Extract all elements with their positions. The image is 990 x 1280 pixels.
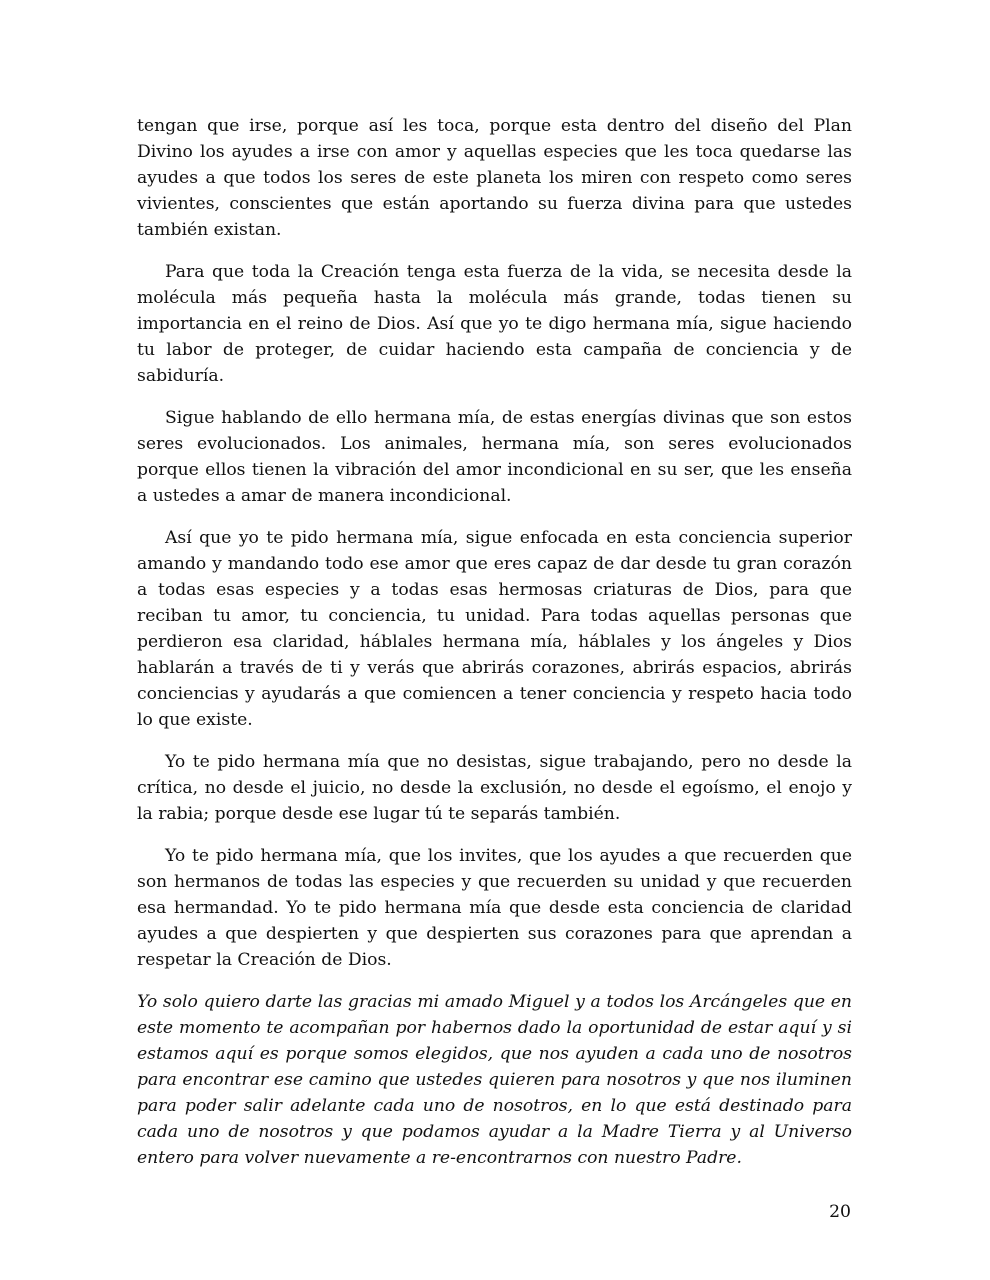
body-text: [137, 113, 852, 1187]
paragraph-4: Así que yo te pido hermana mía, sigue enfocada en esta conciencia superior amando y mandando todo ese amor que eres capaz de dar desde tu gran corazón a todas esas especies y a todas esas hermosas criaturas de Dios, para que reciban tu amor, tu conciencia, tu unidad. Para todas aquellas personas que perdieron esa claridad, háblales hermana mía, háblales y los ángeles y Dios hablarán a través de ti y verás que abrirás corazones, abrirás espacios, abrirás conciencias y ayudarás a que comiencen a tener conciencia y respeto hacia todo lo que existe.: [137, 528, 852, 730]
page-number: 20: [829, 1202, 851, 1222]
paragraph-1: tengan que irse, porque así les toca, porque esta dentro del diseño del Plan Divino los ayudes a irse con amor y aquellas especies que les toca quedarse las ayudes a que todos los seres de este planeta los miren con respeto como seres vivientes, conscientes que están aportando su fuerza divina para que ustedes también existan.: [137, 116, 852, 240]
paragraph-5: Yo te pido hermana mía que no desistas, sigue trabajando, pero no desde la crítica, no desde el juicio, no desde la exclusión, no desde el egoísmo, el enojo y la rabia; porque desde ese lugar tú te separás también.: [137, 752, 852, 824]
paragraph-3: Sigue hablando de ello hermana mía, de estas energías divinas que son estos seres evolucionados. Los animales, hermana mía, son seres evolucionados porque ellos tienen la vibración del amor incondicional en su ser, que les enseña a ustedes a amar de manera incondicional.: [137, 408, 852, 506]
paragraph-2: Para que toda la Creación tenga esta fuerza de la vida, se necesita desde la molécula más pequeña hasta la molécula más grande, todas tienen su importancia en el reino de Dios. Así que yo te digo hermana mía, sigue haciendo tu labor de proteger, de cuidar haciendo esta campaña de conciencia y de sabiduría.: [137, 262, 852, 386]
paragraph-7-italic-prayer: Yo solo quiero darte las gracias mi amado Miguel y a todos los Arcángeles que en este momento te acompañan por habernos dado la oportunidad de estar aquí y si estamos aquí es porque somos elegidos, que nos ayuden a cada uno de nosotros para encontrar ese camino que ustedes quieren para nosotros y que nos iluminen para poder salir adelante cada uno de nosotros, en lo que está destinado para cada uno de nosotros y que podamos ayudar a la Madre Tierra y al Universo entero para volver nuevamente a re-encontrarnos con nuestro Padre.: [137, 992, 852, 1168]
paragraph-6: Yo te pido hermana mía, que los invites, que los ayudes a que recuerden que son hermanos de todas las especies y que recuerden su unidad y que recuerden esa hermandad. Yo te pido hermana mía que desde esta conciencia de claridad ayudes a que despierten y que despierten sus corazones para que aprendan a respetar la Creación de Dios.: [137, 846, 852, 970]
